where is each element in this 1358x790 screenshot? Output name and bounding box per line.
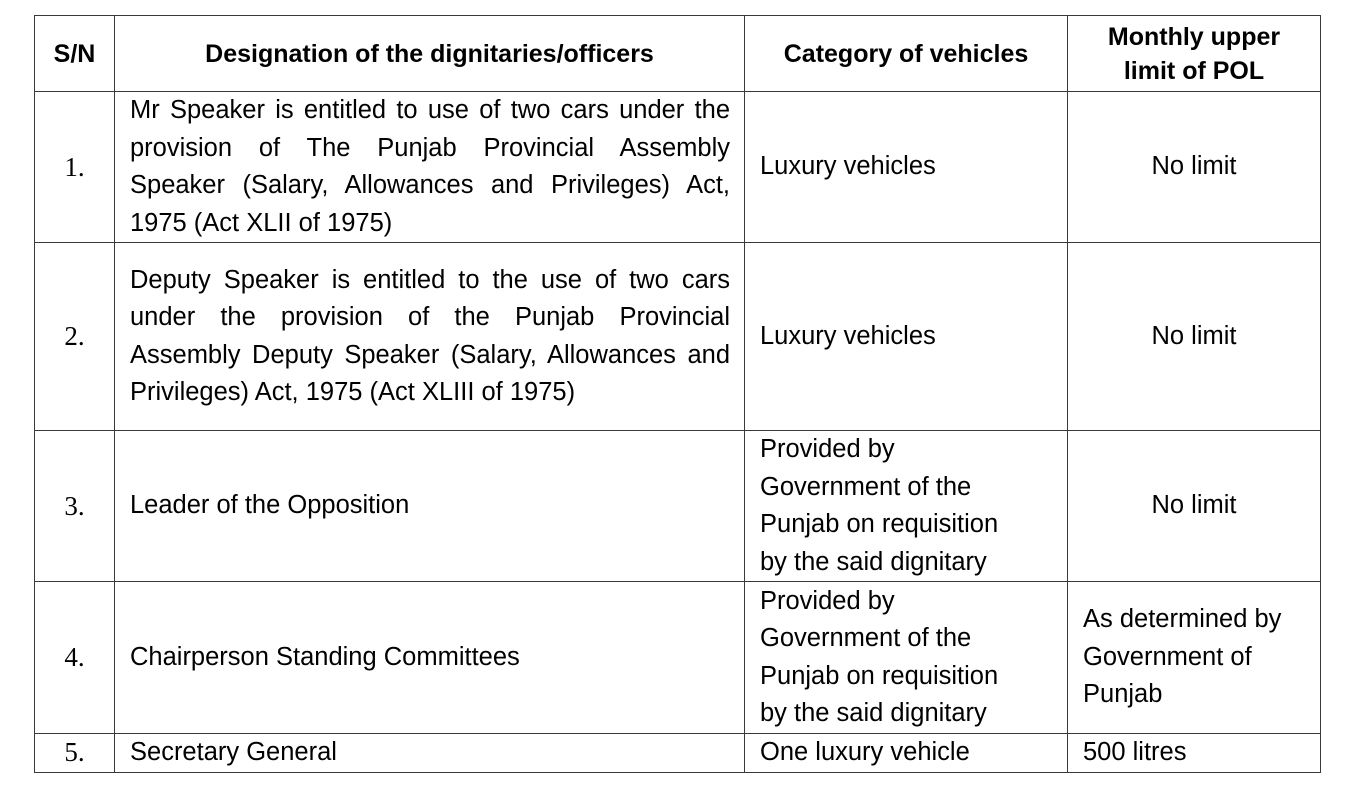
row-sn: 5. <box>35 734 115 773</box>
row-pol: No limit <box>1068 431 1321 582</box>
table-row <box>35 431 1321 582</box>
vehicle-entitlement-table <box>34 15 1321 773</box>
row-category: Provided by Government of the Punjab on requisition by the said dignitary <box>745 582 1068 734</box>
table-row <box>35 734 1321 773</box>
header-pol: Monthly upper limit of POL <box>1068 16 1321 92</box>
row-sn: 3. <box>35 431 115 582</box>
row-designation: Secretary General <box>115 734 745 773</box>
row-designation: Mr Speaker is entitled to use of two cars under the provision of The Punjab Provincial Assembly Speaker (Salary, Allowances and Privileges) Act, 1975 (Act XLII of 1975) <box>115 92 745 243</box>
row-category: One luxury vehicle <box>745 734 1068 773</box>
table-row <box>35 92 1321 243</box>
row-pol: As determined by Government of Punjab <box>1068 582 1321 734</box>
table-row <box>35 582 1321 734</box>
header-designation: Designation of the dignitaries/officers <box>115 16 745 92</box>
row-category: Provided by Government of the Punjab on requisition by the said dignitary <box>745 431 1068 582</box>
row-designation: Chairperson Standing Committees <box>115 582 745 734</box>
row-pol: 500 litres <box>1068 734 1321 773</box>
table-header-row <box>35 16 1321 92</box>
header-sn: S/N <box>35 16 115 92</box>
row-category: Luxury vehicles <box>745 92 1068 243</box>
header-category: Category of vehicles <box>745 16 1068 92</box>
row-sn: 1. <box>35 92 115 243</box>
row-designation: Leader of the Opposition <box>115 431 745 582</box>
row-category: Luxury vehicles <box>745 243 1068 431</box>
row-pol: No limit <box>1068 243 1321 431</box>
table-row <box>35 243 1321 431</box>
row-designation: Deputy Speaker is entitled to the use of two cars under the provision of the Punjab Provincial Assembly Deputy Speaker (Salary, Allowances and Privileges) Act, 1975 (Act XLIII of 1975) <box>115 243 745 431</box>
row-sn: 4. <box>35 582 115 734</box>
row-pol: No limit <box>1068 92 1321 243</box>
row-sn: 2. <box>35 243 115 431</box>
